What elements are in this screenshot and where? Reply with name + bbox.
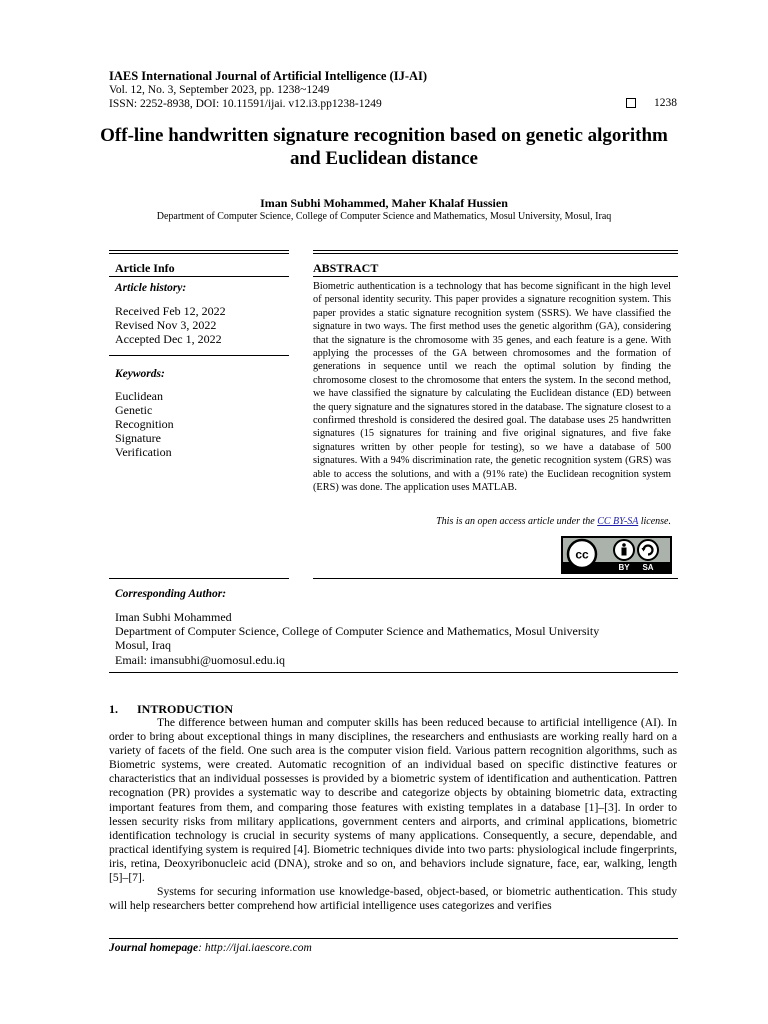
article-info-heading: Article Info <box>115 261 175 275</box>
cc-by-sa-badge[interactable] <box>561 536 672 574</box>
corresponding-name: Iman Subhi Mohammed <box>115 610 232 624</box>
keyword: Genetic <box>115 403 153 417</box>
badge-sa-text: SA <box>642 563 654 572</box>
corresponding-email[interactable]: Email: imansubhi@uomosul.edu.iq <box>115 653 286 667</box>
issn-doi: ISSN: 2252-8938, DOI: 10.11591/ijai. v12.i3.pp1238-1249 <box>109 98 382 110</box>
divider <box>313 276 678 277</box>
square-icon <box>626 98 636 108</box>
divider <box>109 355 289 356</box>
divider <box>109 250 289 251</box>
license-link[interactable]: CC BY-SA <box>597 516 639 527</box>
divider <box>313 253 678 254</box>
open-access-suffix: license. <box>638 516 671 527</box>
cc-badge-icon <box>562 537 671 573</box>
keyword: Euclidean <box>115 389 163 403</box>
history-label: Article history: <box>115 282 187 294</box>
divider <box>109 578 289 579</box>
journal-homepage <box>109 942 312 954</box>
divider <box>313 578 678 579</box>
divider <box>109 672 678 673</box>
homepage-label: Journal homepage <box>109 942 199 954</box>
page-number: 1238 <box>654 97 677 109</box>
abstract-heading: ABSTRACT <box>313 261 379 275</box>
homepage-sep: : <box>198 942 205 954</box>
corresponding-location: Mosul, Iraq <box>115 638 171 652</box>
keywords-label: Keywords: <box>115 368 165 380</box>
volume-info: Vol. 12, No. 3, September 2023, pp. 1238~1249 <box>109 84 330 96</box>
corresponding-label: Corresponding Author: <box>115 588 227 600</box>
open-access-note <box>313 516 671 527</box>
keyword: Recognition <box>115 417 174 431</box>
badge-by-text: BY <box>618 563 630 572</box>
abstract-text: Biometric authentication is a technology that has become significant in the high level of personal identity security. This paper provides a signature recognition system. This paper provides a static signature recognition system (SSRS). We have classified the signature in two ways. The first method uses the genetic algorithm (GA), considering that the signature is the chromosome with 35 genes, and each feature is a gene. With applying the processes of the GA between chromosomes and the formation of generations in sequence until we reach the optimal solution by finding the chromosome closest to the chromosome that enters the system. In the second method, we have classified the signature by calculating the Euclidean distance (ED) between the query signature and the signatures stored in the database. The signature closest to a confirmed threshold is considered the desired goal. The database uses 25 handwritten signatures (15 signatures for training and five original signatures, and five fake signatures written by other people for testing), so we have a database of 500 signatures. With a 94% discrimination rate, the genetic recognition system (GRS) was able to access the solutions, and with a (91% rate) the Euclidean recognition system (ERS) was done. The application uses MATLAB. <box>313 281 671 494</box>
journal-name: IAES International Journal of Artificial Intelligence (IJ-AI) <box>109 69 428 83</box>
history-accepted: Accepted Dec 1, 2022 <box>115 332 222 346</box>
intro-paragraph: Systems for securing information use knowledge-based, object-based, or biometric authentication. This study will help researchers better comprehend how artificial intelligence uses categorizes and verifies <box>109 885 677 913</box>
history-received: Received Feb 12, 2022 <box>115 304 226 318</box>
paper-title: Off-line handwritten signature recognition based on genetic algorithm and Euclidean distance <box>100 125 668 169</box>
divider <box>109 276 289 277</box>
keyword: Signature <box>115 431 161 445</box>
badge-cc-text: cc <box>575 547 589 562</box>
divider <box>109 253 289 254</box>
paper-authors: Iman Subhi Mohammed, Maher Khalaf Hussien <box>260 196 508 210</box>
corresponding-dept: Department of Computer Science, College of Computer Science and Mathematics, Mosul University <box>115 624 600 638</box>
introduction-body <box>109 716 677 913</box>
section-heading: INTRODUCTION <box>137 702 234 716</box>
keyword: Verification <box>115 445 172 459</box>
history-revised: Revised Nov 3, 2022 <box>115 318 217 332</box>
open-access-prefix: This is an open access article under the <box>436 516 598 527</box>
divider <box>109 938 678 939</box>
paper-affiliation: Department of Computer Science, College of Computer Science and Mathematics, Mosul University, Mosul, Iraq <box>156 211 612 222</box>
section-number: 1. <box>109 702 118 716</box>
homepage-url[interactable]: http://ijai.iaescore.com <box>204 942 312 954</box>
intro-paragraph: The difference between human and computer skills has been reduced because to artificial intelligence (AI). In order to bring about exceptional things in many disciplines, the researchers and enthusiasts are working really hard on a variety of facets of the field. One such area is the computer vision field. Various pattern recognition algorithms, such as Biometric systems, were created. Automatic recognition of an individual based on specific distinctive features or characteristics that an individual possesses is provided by a biometric system of identification and authentication. Pattren recognation (PR) provides a systematic way to describe and categorize objects by obtaining biometric data, extracting important features from them, and comparing those features with existing templates in a database [1]–[3]. In order to lessen security risks from military applications, government centers and airports, and criminal applications, biometric identification technology is crucial in security systems of many applications. Consequently, a secure, dependable, and practical identifying system is required [4]. Biometric techniques divide into two parts: physiological include fingerprints, iris, retina, Deoxyribonucleic acid (DNA), stroke and so on, and behaviors include signature, face, ear, walking, length [5]–[7]. <box>109 716 677 885</box>
divider <box>313 250 678 251</box>
page-number-area <box>626 97 677 109</box>
